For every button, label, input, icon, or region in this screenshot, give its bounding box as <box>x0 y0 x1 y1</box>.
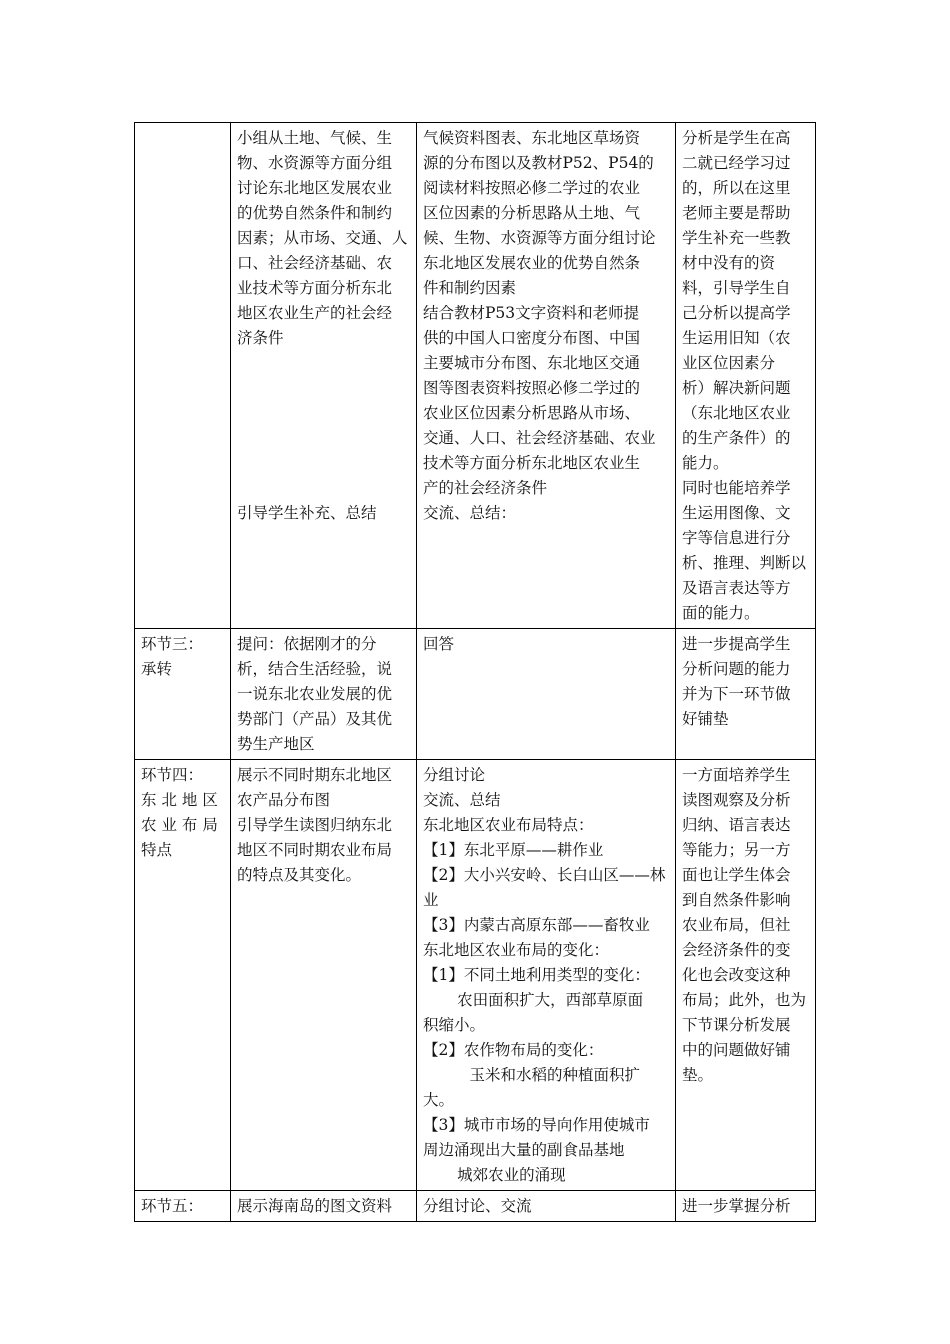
student-activity-cell <box>417 760 676 1191</box>
text-line: 农业布局 <box>141 816 223 834</box>
text-line: 候、生物、水资源等方面分组讨论 <box>423 229 656 247</box>
text-line: 及语言表达等方 <box>682 579 791 597</box>
teacher-activity-cell <box>231 629 417 760</box>
text-line: 展示海南岛的图文资料 <box>237 1197 393 1215</box>
text-line: 同时也能培养学 <box>682 479 791 497</box>
text-line: （东北地区农业 <box>682 404 791 422</box>
text-line: 交流、总结： <box>423 504 517 522</box>
text-line: 口、社会经济基础、农 <box>237 254 393 272</box>
table-row <box>135 123 816 629</box>
teacher-activity-cell <box>231 760 417 1191</box>
text-line: 字等信息进行分 <box>682 529 791 547</box>
text-line: 生运用旧知（农 <box>682 329 791 347</box>
text-line: 区位因素的分析思路从土地、气 <box>423 204 641 222</box>
text-line: 产的社会经济条件 <box>423 479 548 497</box>
text-line: 【2】农作物布局的变化： <box>423 1041 604 1059</box>
text-line: 业区位因素分 <box>682 354 776 372</box>
text-line: 业技术等方面分析东北 <box>237 279 393 297</box>
text-line: 己分析以提高学 <box>682 304 791 322</box>
text-line: 面也让学生体会 <box>682 866 791 884</box>
text-line: 并为下一环节做 <box>682 685 791 703</box>
text-line: 布局；此外，也为 <box>682 991 807 1009</box>
text-line: 引导学生读图归纳东北 <box>237 816 393 834</box>
text-line: 【2】大小兴安岭、长白山区——林 <box>423 866 666 884</box>
text-line: 物、水资源等方面分组 <box>237 154 393 172</box>
text-line: 分组讨论 <box>423 766 486 784</box>
text-line: 业 <box>423 891 439 909</box>
text-line: 化也会改变这种 <box>682 966 791 984</box>
text-line: 农业布局，但社 <box>682 916 791 934</box>
text-line: 一方面培养学生 <box>682 766 791 784</box>
student-activity-cell <box>417 123 676 629</box>
design-intent-cell <box>676 760 816 1191</box>
table-row <box>135 629 816 760</box>
text-line: 周边涌现出大量的副食品基地 <box>423 1141 625 1159</box>
text-line: 进一步掌握分析 <box>682 1197 791 1215</box>
text-line: 引导学生补充、总结 <box>237 504 377 522</box>
text-line: 东北地区农业布局特点： <box>423 816 594 834</box>
text-line: 东北地区 <box>141 791 223 809</box>
text-line: 二就已经学习过 <box>682 154 791 172</box>
text-line: 料，引导学生自 <box>682 279 791 297</box>
text-line: 环节五： <box>141 1197 204 1215</box>
text-line: 承转 <box>141 660 173 678</box>
teacher-activity-cell <box>231 1191 417 1222</box>
text-line: 特点 <box>141 841 173 859</box>
student-activity-cell <box>417 629 676 760</box>
stage-cell <box>135 760 231 1191</box>
text-line: 图等图表资料按照必修二学过的 <box>423 379 641 397</box>
text-line: 交通、人口、社会经济基础、农业 <box>423 429 656 447</box>
text-line: 读图观察及分析 <box>682 791 791 809</box>
text-line: 好铺垫 <box>682 710 729 728</box>
text-line: 积缩小。 <box>423 1016 486 1034</box>
text-line: 析）解决新问题 <box>682 379 791 397</box>
text-line: 析、推理、判断以 <box>682 554 807 572</box>
text-line: 的特点及其变化。 <box>237 866 362 884</box>
text-line: 地区农业生产的社会经 <box>237 304 393 322</box>
text-line: 东北地区发展农业的优势自然条 <box>423 254 641 272</box>
text-line: 分组讨论、交流 <box>423 1197 532 1215</box>
text-line: 垫。 <box>682 1066 714 1084</box>
text-line: 主要城市分布图、东北地区交通 <box>423 354 641 372</box>
text-line: 提问：依据刚才的分 <box>237 635 377 653</box>
stage-cell <box>135 123 231 629</box>
text-line: 的优势自然条件和制约 <box>237 204 393 222</box>
text-line: 件和制约因素 <box>423 279 517 297</box>
text-line: 展示不同时期东北地区 <box>237 766 393 784</box>
text-line: 小组从土地、气候、生 <box>237 129 393 147</box>
table-row <box>135 760 816 1191</box>
text-line: 结合教材P53文字资料和老师提 <box>423 304 640 322</box>
design-intent-cell <box>676 123 816 629</box>
text-line: 城郊农业的涌现 <box>457 1166 566 1184</box>
text-line: 农田面积扩大，西部草原面 <box>457 991 644 1009</box>
design-intent-cell <box>676 629 816 760</box>
text-line: 回答 <box>423 635 455 653</box>
text-line: 讨论东北地区发展农业 <box>237 179 393 197</box>
text-line: 析，结合生活经验，说 <box>237 660 393 678</box>
stage-cell <box>135 1191 231 1222</box>
text-line: 中的问题做好铺 <box>682 1041 791 1059</box>
text-line: 的生产条件）的 <box>682 429 791 447</box>
text-line: 会经济条件的变 <box>682 941 791 959</box>
text-line: 【1】东北平原——耕作业 <box>423 841 604 859</box>
text-line: 东北地区农业布局的变化： <box>423 941 610 959</box>
text-line: 环节三： <box>141 635 204 653</box>
student-activity-cell <box>417 1191 676 1222</box>
text-line: 因素；从市场、交通、人 <box>237 229 408 247</box>
text-line: 到自然条件影响 <box>682 891 791 909</box>
text-line: 势部门（产品）及其优 <box>237 710 393 728</box>
text-line: 济条件 <box>237 329 284 347</box>
text-line: 势生产地区 <box>237 735 315 753</box>
text-line: 进一步提高学生 <box>682 635 791 653</box>
text-line: 地区不同时期农业布局 <box>237 841 393 859</box>
lesson-plan-table <box>134 122 816 1222</box>
text-line: 下节课分析发展 <box>682 1016 791 1034</box>
text-line: 玉米和水稻的种植面积扩 <box>469 1066 641 1084</box>
table-row <box>135 1191 816 1222</box>
text-line: 分析问题的能力 <box>682 660 791 678</box>
text-line: 大。 <box>423 1091 455 1109</box>
stage-cell <box>135 629 231 760</box>
text-line: 一说东北农业发展的优 <box>237 685 393 703</box>
text-line: 的，所以在这里 <box>682 179 791 197</box>
text-line: 生运用图像、文 <box>682 504 791 522</box>
text-line: 农产品分布图 <box>237 791 331 809</box>
text-line: 【3】内蒙古高原东部——畜牧业 <box>423 916 650 934</box>
text-line: 等能力；另一方 <box>682 841 791 859</box>
text-line: 面的能力。 <box>682 604 760 622</box>
text-line: 阅读材料按照必修二学过的农业 <box>423 179 641 197</box>
text-line: 老师主要是帮助 <box>682 204 791 222</box>
text-line: 分析是学生在高 <box>682 129 791 147</box>
text-line: 学生补充一些教 <box>682 229 791 247</box>
text-line: 【3】城市市场的导向作用使城市 <box>423 1116 650 1134</box>
text-line: 环节四： <box>141 766 204 784</box>
text-line: 技术等方面分析东北地区农业生 <box>423 454 641 472</box>
text-line: 源的分布图以及教材P52、P54的 <box>423 154 654 172</box>
text-line: 材中没有的资 <box>682 254 776 272</box>
text-line: 【1】不同土地利用类型的变化： <box>423 966 650 984</box>
text-line: 气候资料图表、东北地区草场资 <box>423 129 641 147</box>
text-line: 供的中国人口密度分布图、中国 <box>423 329 641 347</box>
text-line: 农业区位因素分析思路从市场、 <box>423 404 641 422</box>
design-intent-cell <box>676 1191 816 1222</box>
text-line: 交流、总结 <box>423 791 501 809</box>
text-line: 能力。 <box>682 454 729 472</box>
text-line: 归纳、语言表达 <box>682 816 791 834</box>
teacher-activity-cell <box>231 123 417 629</box>
